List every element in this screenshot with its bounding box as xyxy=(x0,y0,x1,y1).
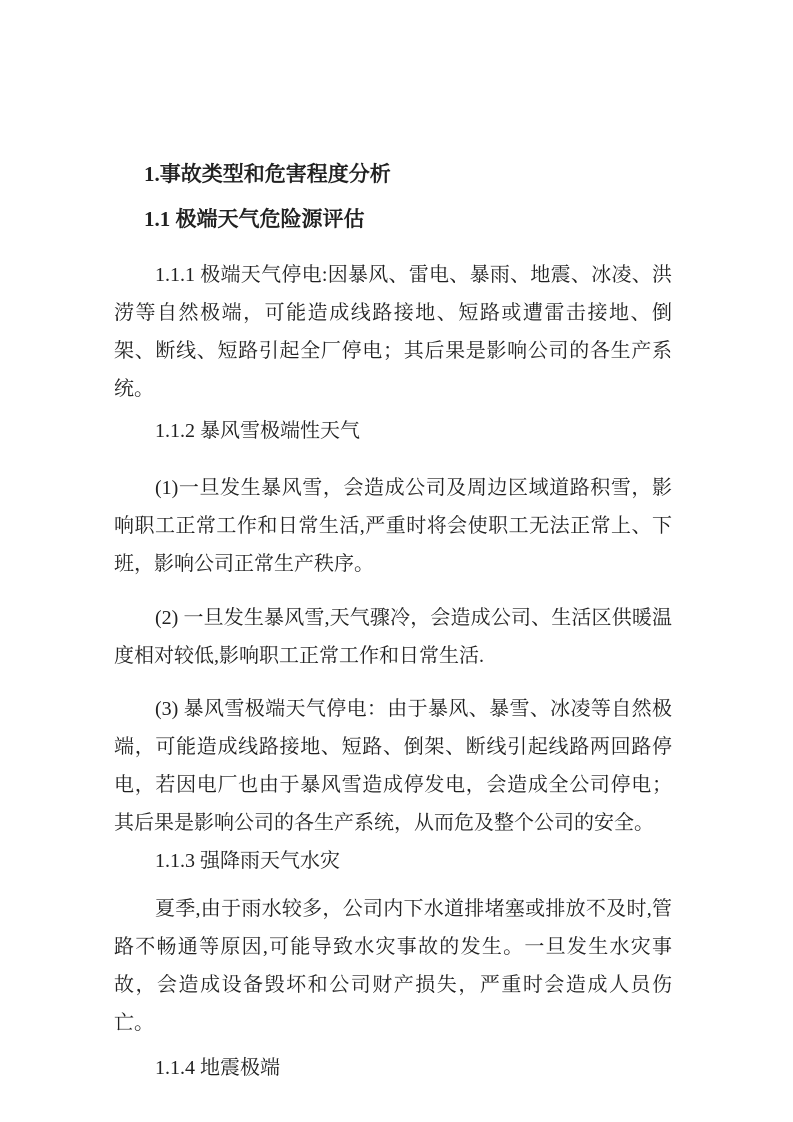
heading-earthquake-extreme: 1.1.4 地震极端 xyxy=(155,1057,280,1079)
heading-heavy-rain-flood: 1.1.3 强降雨天气水灾 xyxy=(155,850,340,872)
heading-accident-type-analysis: 1.事故类型和危害程度分析 xyxy=(144,162,391,186)
para-blizzard-item-2: (2) 一旦发生暴风雪,天气骤冷，会造成公司、生活区供暖温度相对较低,影响职工正常工作和日常生活. xyxy=(114,607,672,667)
heading-extreme-weather-risk-assessment: 1.1 极端天气危险源评估 xyxy=(144,207,365,231)
para-blizzard-item-3: (3) 暴风雪极端天气停电：由于暴风、暴雪、冰凌等自然极端，可能造成线路接地、短路、倒架、断线引起线路两回路停电，若因电厂也由于暴风雪造成停发电，会造成全公司停电；其后果是影响公司的各生产系统，从而危及整个公司的安全。 xyxy=(114,698,672,834)
para-blizzard-item-1: (1)一旦发生暴风雪，会造成公司及周边区域道路积雪，影响职工正常工作和日常生活,严重时将会使职工无法正常上、下班，影响公司正常生产秩序。 xyxy=(114,477,672,575)
document-body xyxy=(114,155,672,1087)
para-flood-risk: 夏季,由于雨水较多，公司内下水道排堵塞或排放不及时,管路不畅通等原因,可能导致水灾事故的发生。一旦发生水灾事故，会造成设备毁坏和公司财产损失，严重时会造成人员伤亡。 xyxy=(114,898,672,1034)
para-extreme-weather-power-outage: 1.1.1 极端天气停电:因暴风、雷电、暴雨、地震、冰凌、洪涝等自然极端，可能造成线路接地、短路或遭雷击接地、倒架、断线、短路引起全厂停电；其后果是影响公司的各生产系统。 xyxy=(114,264,672,400)
heading-blizzard-extreme-weather: 1.1.2 暴风雪极端性天气 xyxy=(155,420,360,442)
